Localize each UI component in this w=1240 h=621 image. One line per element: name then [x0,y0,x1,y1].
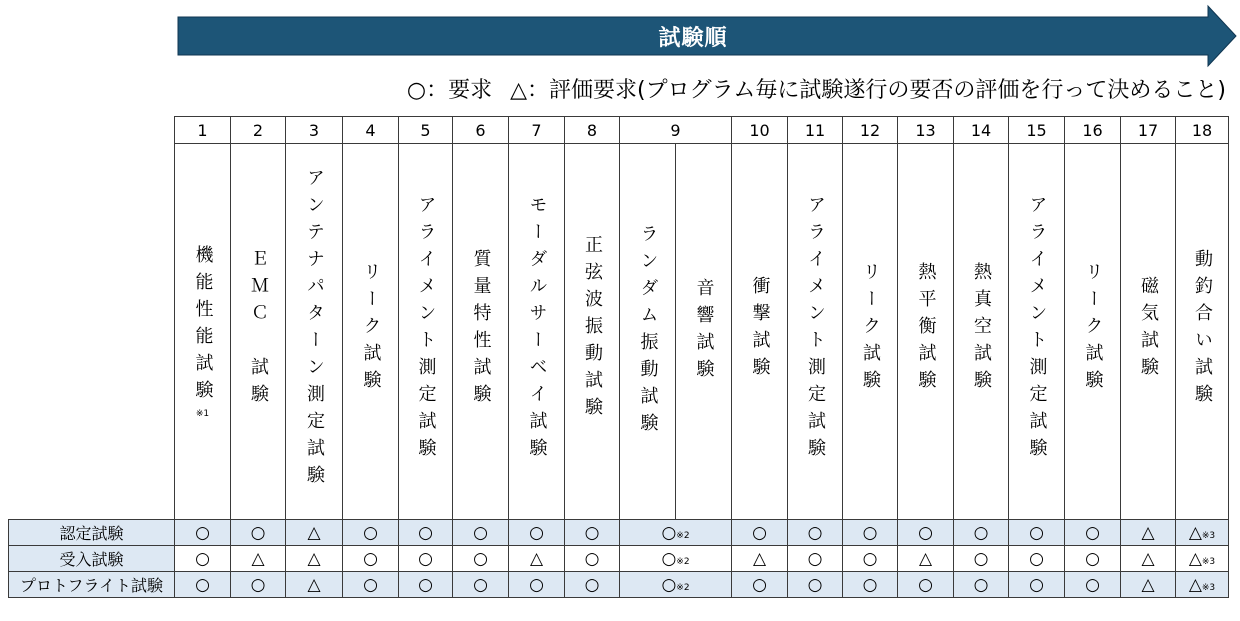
test-name-cell [732,144,788,520]
requirement-note: ※2 [676,582,690,593]
requirement-mark: △ [752,548,767,569]
requirement-cell [788,520,843,546]
requirement-cell [175,572,231,598]
requirement-mark: ○ [973,548,989,569]
test-name: 熱平衡試験 [915,262,937,397]
test-name-cell [898,144,954,520]
requirement-cell [620,520,732,546]
test-name-cell [620,144,732,520]
requirement-cell [843,520,898,546]
test-name: 衝撃試験 [749,275,771,384]
requirement-mark: △ [1188,522,1202,543]
requirement-mark: ○ [752,574,767,595]
test-name: リーク試験 [860,262,881,397]
requirement-mark: ○ [1085,574,1100,595]
column-number: 18 [1176,117,1229,144]
requirement-mark: ○ [195,574,210,595]
requirement-cell [954,572,1009,598]
test-category-row [9,546,1229,572]
requirement-mark: △ [1141,574,1155,595]
requirement-mark: ○ [918,574,933,595]
test-name: アライメント測定試験 [805,194,826,465]
test-matrix [8,116,1229,598]
column-number: 16 [1065,117,1121,144]
requirement-mark: ○ [973,522,989,543]
requirement-cell [453,520,509,546]
column-number: 4 [343,117,399,144]
requirement-mark: ○ [973,574,989,595]
requirement-note: ※3 [1201,556,1216,567]
row-label: プロトフライト試験 [9,572,175,598]
requirement-cell [843,572,898,598]
requirement-cell [399,520,453,546]
requirement-mark: △ [307,574,321,595]
test-name: 質量特性試験 [470,248,492,411]
requirement-mark: ○ [250,574,266,595]
requirement-cell [565,572,620,598]
test-name: ＥＭＣ 試験 [248,248,269,411]
test-name-cell [1121,144,1176,520]
column-number: 14 [954,117,1009,144]
blank-corner [9,144,175,520]
requirement-mark: ○ [807,548,823,569]
requirement-note: ※3 [1201,530,1216,541]
requirement-cell [231,546,286,572]
requirement-mark: ○ [1085,548,1100,569]
requirement-cell [1121,546,1176,572]
requirement-cell [286,572,343,598]
requirement-cell [620,546,732,572]
requirement-cell [175,546,231,572]
requirement-mark: △ [1188,574,1202,595]
requirement-cell [286,546,343,572]
requirement-note: ※2 [676,556,690,567]
test-name: モーダルサーベイ試験 [526,194,548,465]
requirement-mark: ○ [862,574,878,595]
requirement-cell [343,572,399,598]
test-name-cell [509,144,565,520]
requirement-cell [732,520,788,546]
requirement-cell [343,546,399,572]
requirement-cell [1009,546,1065,572]
requirement-mark: ○ [584,548,600,569]
test-name: 機能性能試験 [192,244,214,407]
requirement-mark: ○ [862,548,878,569]
requirement-mark: ○ [418,548,433,569]
requirement-mark: ○ [418,574,433,595]
requirement-cell [453,546,509,572]
test-name-cell [286,144,343,520]
requirement-mark: ○ [584,574,600,595]
requirement-mark: ○ [363,548,378,569]
requirement-cell [509,572,565,598]
test-name-cell [175,144,231,520]
column-number: 12 [843,117,898,144]
column-number: 10 [732,117,788,144]
test-name: アライメント測定試験 [415,194,437,465]
test-name-cell [843,144,898,520]
requirement-mark: ○ [195,548,210,569]
test-name: 音響試験 [693,277,715,386]
requirement-mark: ○ [661,574,677,595]
test-name: リーク試験 [1082,262,1104,397]
requirement-cell [399,546,453,572]
requirement-mark: ○ [807,574,823,595]
test-name: ランダム振動試験 [637,223,659,440]
requirement-mark: ○ [473,548,488,569]
test-name: 動釣合い試験 [1192,248,1213,411]
requirement-cell [1065,572,1121,598]
test-name-cell [565,144,620,520]
requirement-cell [1121,520,1176,546]
requirement-note: ※3 [1201,582,1216,593]
column-number: 2 [231,117,286,144]
requirement-cell [509,546,565,572]
requirement-cell [1009,572,1065,598]
test-name-note: ※1 [195,408,210,419]
test-name: 熱真空試験 [971,262,992,397]
requirement-mark: △ [251,548,265,569]
requirement-mark: ○ [529,574,544,595]
requirement-mark: ○ [195,522,210,543]
requirement-mark: △ [307,522,321,543]
test-name-cell [231,144,286,520]
requirement-mark: △ [529,548,544,569]
test-name-row [9,144,1229,520]
column-number: 5 [399,117,453,144]
requirement-mark: △ [307,548,321,569]
requirement-cell [788,572,843,598]
requirement-cell [1065,546,1121,572]
legend-required: ○：要求 [406,77,493,103]
split-test-names [620,144,731,519]
requirement-cell [732,546,788,572]
requirement-cell [954,546,1009,572]
requirement-mark: △ [1188,548,1202,569]
requirement-mark: ○ [250,522,266,543]
requirement-mark: ○ [661,522,677,543]
requirement-mark: ○ [473,574,488,595]
requirement-cell [286,520,343,546]
test-name-cell [343,144,399,520]
requirement-mark: ○ [862,522,878,543]
arrow-title: 試験順 [658,25,728,51]
column-number: 1 [175,117,231,144]
requirement-cell [1009,520,1065,546]
blank-corner [9,117,175,144]
column-number: 17 [1121,117,1176,144]
requirement-cell [620,572,732,598]
requirement-cell [843,546,898,572]
column-number: 15 [1009,117,1065,144]
test-name: 磁気試験 [1138,275,1159,384]
requirement-cell [1176,520,1229,546]
requirement-mark: △ [1141,522,1155,543]
requirement-cell [453,572,509,598]
requirement-mark: ○ [1085,522,1100,543]
column-number: 3 [286,117,343,144]
requirement-mark: △ [918,548,933,569]
column-number: 9 [620,117,732,144]
requirement-cell [399,572,453,598]
requirement-cell [1065,520,1121,546]
test-name-cell [954,144,1009,520]
requirement-cell [231,520,286,546]
test-name-cell [453,144,509,520]
requirement-mark: ○ [529,522,544,543]
test-name: 正弦波振動試験 [582,235,603,424]
legend-evaluate: △：評価要求(プログラム毎に試験遂行の要否の評価を行って決めること) [510,77,1226,103]
requirement-cell [898,546,954,572]
requirement-mark: △ [1141,548,1155,569]
row-label: 受入試験 [9,546,175,572]
requirement-note: ※2 [676,530,690,541]
test-name-cell [1009,144,1065,520]
legend [407,70,1226,106]
requirement-cell [343,520,399,546]
test-name: アライメント測定試験 [1026,194,1048,465]
requirement-cell [509,520,565,546]
column-number: 7 [509,117,565,144]
requirement-cell [1176,572,1229,598]
requirement-mark: ○ [1029,574,1044,595]
requirement-mark: ○ [1029,548,1044,569]
requirement-mark: ○ [473,522,488,543]
requirement-cell [954,520,1009,546]
column-number-row [9,117,1229,144]
test-name: アンテナパターン測定試験 [304,167,325,492]
test-name-cell [399,144,453,520]
requirement-cell [565,520,620,546]
requirement-mark: ○ [807,522,823,543]
requirement-mark: ○ [584,522,600,543]
requirement-mark: ○ [661,548,677,569]
test-category-row [9,572,1229,598]
requirement-cell [898,520,954,546]
requirement-mark: ○ [1029,522,1044,543]
column-number: 8 [565,117,620,144]
requirement-mark: ○ [752,522,767,543]
row-label: 認定試験 [9,520,175,546]
requirement-mark: ○ [363,574,378,595]
requirement-mark: ○ [418,522,433,543]
requirement-cell [231,572,286,598]
requirement-mark: ○ [363,522,378,543]
requirement-cell [898,572,954,598]
requirement-cell [565,546,620,572]
column-number: 6 [453,117,509,144]
requirement-cell [175,520,231,546]
requirement-cell [1176,546,1229,572]
requirement-cell [1121,572,1176,598]
test-name-cell [1176,144,1229,520]
test-name: リーク試験 [360,262,382,397]
requirement-mark: ○ [918,522,933,543]
test-name-cell [788,144,843,520]
column-number: 13 [898,117,954,144]
test-name-cell [1065,144,1121,520]
test-category-row [9,520,1229,546]
column-number: 11 [788,117,843,144]
requirement-cell [788,546,843,572]
requirement-cell [732,572,788,598]
